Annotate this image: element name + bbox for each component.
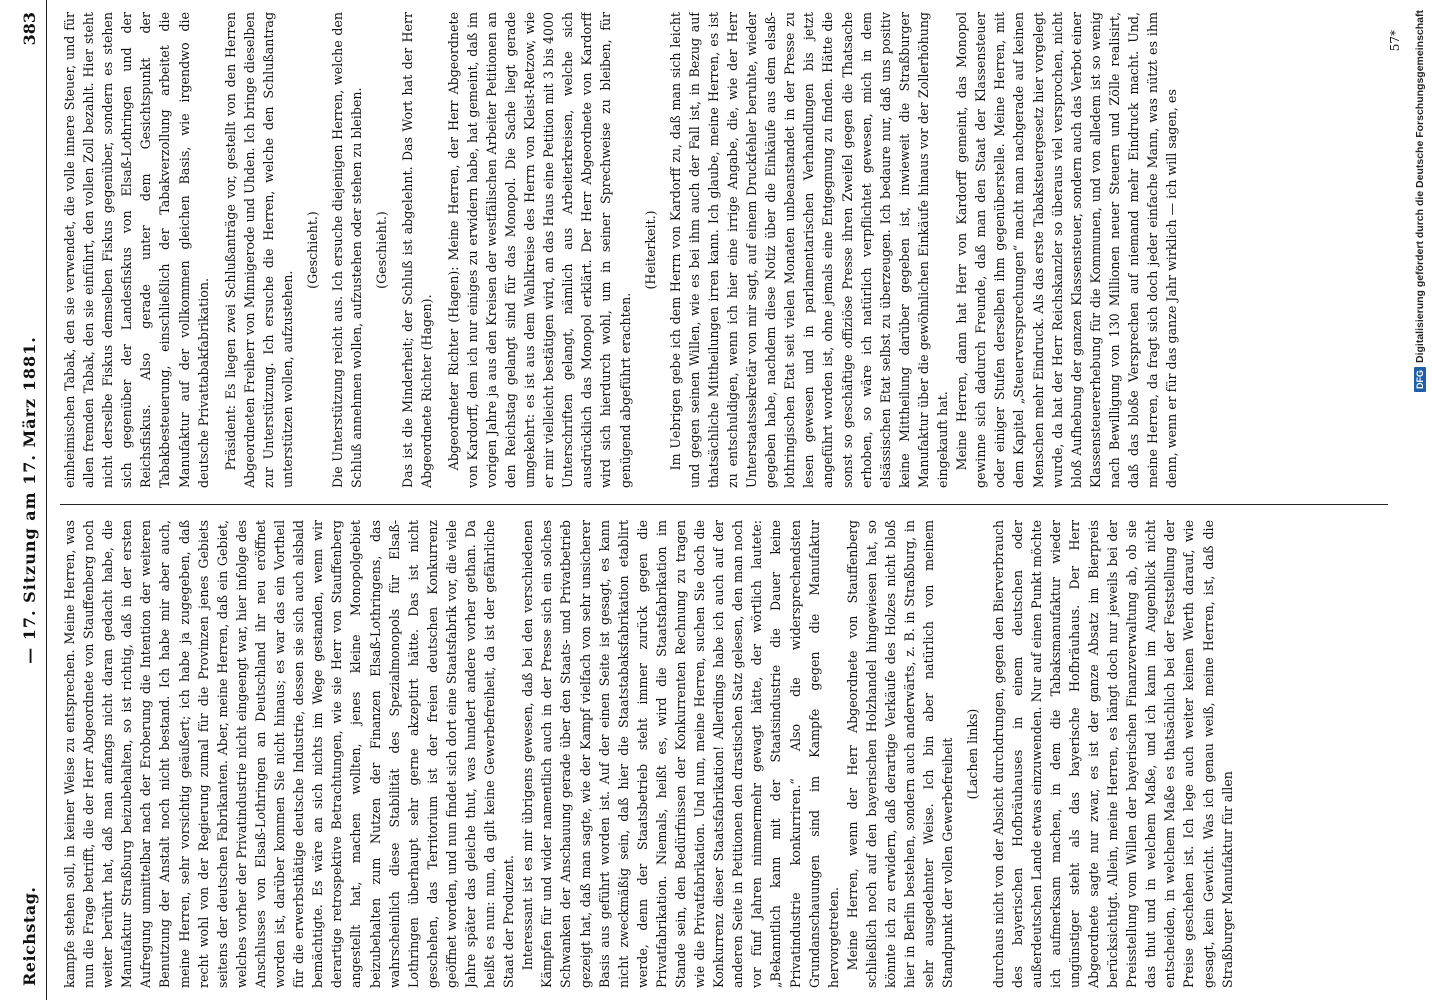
signature-mark: 57*	[1388, 30, 1402, 52]
paragraph: Abgeordneter Richter (Hagen): Meine Herren, der Herr Abgeordnete von Kardorff, dem ich nur einiges zu erwidern habe, hat gemeint, daß im vorigen Jahre ja aus den Kreisen der westfälischen Arbeiter Petitionen an den Reichstag gelangt sind für das Monopol. Die Sache liegt gerade umgekehrt: es ist aus dem Wahlkreise des Herrn von Kleist-Retzow, wie er mir vielleicht bestätigen wird, an das Haus eine Petition mit 3 bis 4000 Unterschriften gelangt, nämlich aus Arbeiterkreisen, welche sich ausdrücklich das Monopol erklärt. Der Herr Abgeordnete von Kardorff wird sich hierdurch wohl, um in seiner Sprechweise zu bleiben, für genügend abgeführt erachten.	[445, 12, 633, 488]
digitization-sidebar	[1408, 0, 1432, 1000]
column-divider	[60, 504, 1388, 505]
left-text-column	[60, 520, 1388, 988]
right-text-column	[60, 12, 1388, 488]
sidebar-credit	[1414, 10, 1426, 392]
header-session-date: — 17. Sitzung am 17. März 1881.	[20, 336, 39, 664]
paragraph: (Lachen links)	[965, 708, 981, 800]
paragraph: (Geschieht.)	[305, 211, 321, 289]
page-header	[16, 0, 47, 1000]
header-title: Reichstag.	[20, 886, 39, 986]
paragraph: einheimischen Tabak, den sie verwendet, die volle innere Steuer, und für allen fremden Tabak, den sie einführt, den vollen Zoll bezahlt. Hier steht nicht derselbe Fiskus demselben Fiskus gegenüber, sondern es stehen sich gegenüber der Landesfiskus von Elsaß-Lothringen und der Reichsfiskus. Also gerade unter dem Gesichtspunkt der Tabakbesteuerung, einschließlich der Tabakverzollung arbeitet die Manufaktur auf der vollkommen gleichen Basis, wie irgendwo die deutsche Privattabakfabrikation.	[62, 12, 211, 488]
paragraph: (Geschieht.)	[374, 211, 390, 289]
paragraph: Die Unterstützung reicht aus. Ich ersuche diejenigen Herren, welche den Schluß annehmen wollen, aufzustehen oder stehen zu bleiben.	[330, 12, 365, 488]
paragraph: Meine Herren, dann hat Herr von Kardorff gemeint, das Monopol gewinne sich dadurch Freunde, daß man den Staat der Klassensteuer oder einiger Stufen derselben ihm gegenüberstelle. Meine Herren, mit dem Kapitel „Steuerversprechungen“ macht man nachgerade auf keinen Menschen mehr Eindruck. Als das erste Tabaksteuergesetz hier vorgelegt wurde, da hat der Herr Reichskanzler so überaus viel versprochen, nicht bloß Aufhebung der ganzen Klassensteuer, sondern auch das Verbot einer Klassensteuererhebung für die Kommunen, und von alledem ist so wenig nach Bewilligung von 130 Millionen neuer Steuern und Zölle realisirt, daß das bloße Versprechen auf niemand mehr Eindruck macht. Und, meine Herren, da fragt sich doch jeder einfache Mann, was nützt es ihm denn, wenn er für das ganze Jahr wirklich — ich will sagen, es	[954, 12, 1180, 488]
page-number: 383	[20, 12, 39, 46]
paragraph: (Heiterkeit.)	[642, 210, 658, 290]
paragraph: Meine Herren, wenn der Herr Abgeordnete von Stauffenberg schließlich noch auf den bayerischen Holzhandel hingewiesen hat, so könnte ich zu erwidern, daß derartige Verkäufe des Holzes nicht bloß hier in Berlin bestehen, sondern auch anderwärts, z. B. in Straßburg, in sehr ausgedehnter Weise. Ich bin aber natürlich von meinem Standpunkt der vollen Gewerbefreiheit	[844, 520, 956, 988]
sidebar-credit-text: Digitalisierung gefördert durch die Deutsche Forschungsgemeinschaft	[1414, 10, 1426, 363]
paragraph: durchaus nicht von der Absicht durchdrungen, gegen den Bierverbrauch des bayerischen Hofbräuhauses in einem deutschen oder außerdeutschen Lande etwas einzuwenden. Nur auf einen Punkt möchte ich aufmerksam machen, in dem die Tabaksmanufaktur wieder ungünstiger steht als das bayerische Hofbräuhaus. Der Herr Abgeordnete sagte nur zwar, es ist der ganze Absatz im Bierpreis berücksichtigt. Allein, meine Herren, es hängt doch nur jeweils bei der Preisstellung vom Willen der bayerischen Finanzverwaltung ab, ob sie das thut und in welchem Maße, und ich kann im Augenblick nicht entscheiden, in welchem Maße es thatsächlich bei der Feststellung der Preise geschehen ist. Ich lege auch weiter keinen Werth darauf, wie gesagt, kein Gewicht. Was ich genau weiß, meine Herren, ist, daß die Straßburger Manufaktur für allen	[990, 520, 1235, 988]
paragraph: Präsident: Es liegen zwei Schlußanträge vor, gestellt von den Herren Abgeordneten Freiherr von Minnigerode und Uhden. Ich bringe dieselben zur Unterstützung. Ich ersuche die Herren, welche den Schlußantrag unterstützen wollen, aufzustehen.	[222, 12, 296, 488]
paragraph: Das ist die Minderheit; der Schluß ist abgelehnt. Das Wort hat der Herr Abgeordnete Richter (Hagen).	[399, 12, 434, 488]
paragraph: Interessant ist es mir übrigens gewesen, daß bei den verschiedenen Kämpfen für und wider namentlich auch in der Presse sich ein solches Schwanken der Anschauung gerade über den Staats- und Privatbetrieb gezeigt hat, daß man sagte, wie der Kampf vielfach von sehr unsicherer Basis aus geführt worden ist. Auf der einen Seite ist gesagt, es kann nicht zweckmäßig sein, daß hier die Staatstabaksfabrikation etablirt werde, denn der Staatsbetrieb steht immer zurück gegen die Privatfabrikation. Niemals, heißt es, wird die Staatsfabrikation im Stande sein, den Bedürfnissen der Konkurrenten Rechnung zu tragen wie die Privatfabrikation. Und nun, meine Herren, suchen Sie doch die Konkurrenz dieser Staatsfabrikation! Allerdings habe ich auch auf der anderen Seite in Petitionen den drastischen Satz gelesen, den man noch vor fünf Jahren nimmermehr gewagt hätte, der wörtlich lautete: „Bekanntlich kann mit der Staatsindustrie die Dauer keine Privatindustrie konkurriren.“ Also die widersprechendsten Grundanschauungen sind im Kampfe gegen die Manufaktur hervorgetreten.	[520, 520, 841, 988]
paragraph: kampfe stehen soll, in keiner Weise zu entsprechen. Meine Herren, was nun die Frage betrifft, die der Herr Abgeordnete von Stauffenberg noch weiter berührt hat, daß man anfangs nicht daran gedacht habe, die Manufaktur Straßburg beizubehalten, so ist richtig, daß in der ersten Aufregung unmittelbar nach der Eroberung die Intention der weiteren Benutzung der Anstalt noch nicht bestand. Ich habe mir aber auch, meine Herren, sehr vorsichtig geäußert; ich habe ja zugegeben, daß recht wohl von der Regierung zumal für die Provinzen jenes Gebiets seitens der deutschen Fabrikanten. Aber, meine Herren, daß ein Gebiet, welches vorher der Privatindustrie nicht eingeengt war, hier infolge des Anschlusses von Elsaß-Lothringen an Deutschland ihr neu eröffnet worden ist, darüber kommen Sie nicht hinaus; es war das ein Vortheil für die erwerbsthätige deutsche Industrie, dessen sie sich auch alsbald bemächtigte. Es wäre an sich nichts im Wege gestanden, wenn wir derartige retrospektive Betrachtungen, wie sie Herr von Stauffenberg angestellt hat, machen wollten, jenes kleine Monopolgebiet beizubehalten zum Nutzen der Finanzen Elsaß-Lothringens, das wahrscheinlich diese Stabilität des Spezialmonopols für Elsaß-Lothringen überhaupt sehr gerne akzeptirt hätte. Das ist nicht geschehen, das Territorium ist der freien deutschen Konkurrenz geöffnet worden, und nun findet sich dort eine Staatsfabrik vor, die viele Jahre später das gleiche thut, was hundert andere vorher gethan. Da heißt es nun: nun, da gilt keine Gewerbefreiheit, da ist der gefährliche Staat der Produzent.	[62, 520, 517, 988]
dfg-logo: DFG	[1414, 367, 1426, 392]
paragraph: Im Uebrigen gebe ich dem Herrn von Kardorff zu, daß man sich leicht und gegen seinen Willen, wie es bei ihm auch der Fall ist, in Bezug auf thatsächliche Mittheilungen irren kann. Ich glaube, meine Herren, es ist zu entschuldigen, wenn ich hier eine irrige Angabe, die, wie der Herr Unterstaatssekretär von mir sagt, auf einem Druckfehler beruhte, wieder gegeben habe, nachdem diese Notiz über die Einkäufe aus dem elsaß-lothringischen Etat seit vielen Monaten unbeanstandet in der Presse zu lesen gewesen und in parlamentarischen Verhandlungen bis jetzt angeführt worden ist, ohne jemals eine Entgegnung zu finden. Hätte die sonst so geschäftige offiziöse Presse ihren Zweifel gegen die Thatsache erhoben, so wäre ich natürlich verpflichtet gewesen, mich in dem elsässischen Etat selbst zu überzeugen. Ich bedaure nur, daß uns positiv keine Mittheilung darüber gegeben ist, inwieweit die Straßburger Manufaktur über die gewöhnlichen Einkäufe hinaus vor der Zollerhöhung eingekauft hat.	[667, 12, 951, 488]
